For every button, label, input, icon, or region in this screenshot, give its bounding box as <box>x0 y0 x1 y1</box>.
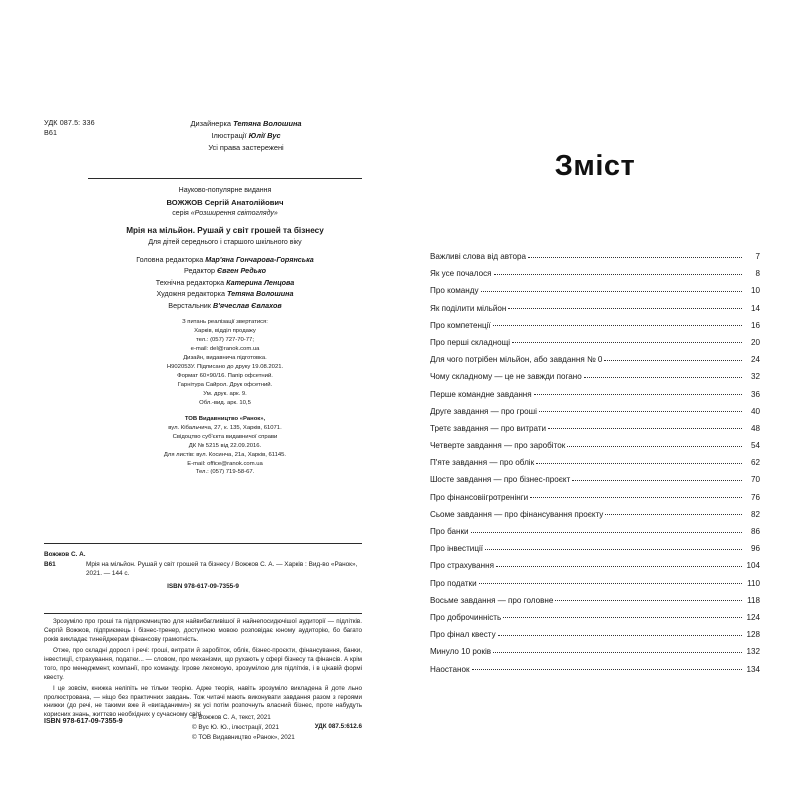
toc-label: Про страхування <box>430 561 494 571</box>
toc-entry[interactable] <box>430 562 760 570</box>
imprint-line: З питань реалізації звертатися: <box>182 318 268 325</box>
divider-top <box>88 178 362 179</box>
udk-line-1: УДК 087.5: 336 <box>44 118 95 127</box>
toc-page-number: 86 <box>750 527 760 536</box>
toc-entry[interactable] <box>430 648 760 656</box>
toc-page-number: 54 <box>750 441 760 451</box>
series-name: «Розширення світогляду» <box>190 209 278 217</box>
toc-entry[interactable] <box>430 631 760 639</box>
toc-leader <box>534 394 742 395</box>
toc-label: Шосте завдання — про бізнес-проєкт <box>430 475 571 485</box>
toc-label: Про компетенції <box>430 320 491 330</box>
imprint-line: Обл.-вид. арк. 10,5 <box>199 399 251 406</box>
staff-name: Євген Редько <box>216 266 266 276</box>
cip-isbn: ISBN 978-617-09-7355-9 <box>167 582 239 590</box>
staff-role: Редактор <box>184 266 217 276</box>
toc-label: Перше командне завдання <box>430 389 532 399</box>
publication-series <box>88 208 362 219</box>
credits-block <box>130 118 362 154</box>
cip-entry <box>44 560 362 579</box>
annotation-paragraph: Зрозуміло про гроші та підприємництво для найвибагливішої й найнепосидючішої аудиторії — підлітків. Сергій Вожжов, підприємець і бізнес-тренер, доступною мовою розповідає юному аудиторію, бо багато років викладає тинейджерам фінансову грамотність. <box>44 618 362 643</box>
illustrator-name: Юлії Вус <box>248 130 281 140</box>
toc-label: Як поділити мільйон <box>430 303 507 313</box>
toc-page-number: 16 <box>750 320 760 330</box>
toc-label: Як усе почалося <box>430 269 492 279</box>
publication-block <box>88 186 362 477</box>
toc-label: Про доброчинність <box>430 612 502 622</box>
toc-label: Для чого потрібен мільйон, або завдання № 0 <box>430 355 603 365</box>
toc-page-number: 48 <box>750 423 760 433</box>
imprint-line: Харків, відділ продажу <box>194 327 256 334</box>
copyright-line: © ТОВ Видавництво «Ранок», 2021 <box>192 733 295 741</box>
toc-entry[interactable] <box>430 253 760 261</box>
imprint-line: Гарнітура Cайрол. Друк офсетний. <box>177 381 273 388</box>
toc-page-number: 14 <box>750 303 760 313</box>
toc-page-number: 32 <box>750 372 760 382</box>
toc-page-number: 10 <box>750 286 760 296</box>
toc-label: Про інвестиції <box>430 544 484 554</box>
publisher-line: Для листів: вул. Косинча, 21а, Харків, 61145. <box>163 451 287 458</box>
toc-entry[interactable] <box>430 597 760 605</box>
bottom-isbn: ISBN 978-617-09-7355-9 <box>44 718 123 725</box>
toc-page-number: 132 <box>746 647 760 657</box>
colophon-page <box>44 118 362 741</box>
staff-role: Головна редакторка <box>136 255 206 265</box>
toc-leader <box>605 514 742 515</box>
series-prefix: серія <box>172 209 191 217</box>
staff-row <box>88 288 362 299</box>
udk-line-2: В61 <box>44 128 58 138</box>
toc-entry[interactable] <box>430 425 760 433</box>
imprint-block <box>88 318 362 408</box>
staff-role: Технічна редакторка <box>155 277 227 287</box>
toc-entry[interactable] <box>430 322 760 330</box>
page-title: Зміст <box>554 150 636 182</box>
toc-entry[interactable] <box>430 459 760 467</box>
toc-entry[interactable] <box>430 494 760 502</box>
imprint-line: Ум. друк. арк. 9. <box>203 390 247 397</box>
imprint-line: e-mail: del@ranok.com.ua <box>190 345 260 352</box>
publisher-line: Тел.: (057) 719-58-67. <box>195 469 255 476</box>
designer-credit <box>130 118 362 130</box>
toc-entry[interactable] <box>430 356 760 364</box>
toc-leader <box>508 308 742 309</box>
toc-page-number: 82 <box>750 509 760 519</box>
toc-page-number: 110 <box>747 578 760 588</box>
toc-label: Чому складному — це не завжди погано <box>430 372 582 382</box>
toc-label: Восьме завдання — про головне <box>430 595 554 605</box>
toc-page-number: 70 <box>750 475 760 485</box>
toc-entry[interactable] <box>430 287 760 295</box>
toc-entry[interactable] <box>430 391 760 399</box>
copyright-block <box>192 713 364 742</box>
staff-list <box>88 254 362 311</box>
toc-label: Сьоме завдання — про фінансування проєкту <box>430 509 604 519</box>
toc-leader <box>496 566 742 567</box>
designer-name: Тетяна Волошина <box>233 119 302 128</box>
toc-page-number: 104 <box>746 561 760 571</box>
toc-label: Друге завдання — про гроші <box>430 406 537 416</box>
toc-entry[interactable] <box>430 305 760 313</box>
illustrator-role: Ілюстрації <box>211 130 247 140</box>
divider-middle <box>44 543 362 544</box>
toc-leader <box>485 549 742 550</box>
toc-entry[interactable] <box>430 614 760 622</box>
imprint-line: тел.: (057) 727-70-77; <box>196 336 254 343</box>
toc-leader <box>572 480 742 481</box>
toc-label: Третє завдання — про витрати <box>430 423 547 433</box>
staff-name: Катерина Ленцова <box>226 277 295 287</box>
toc-leader <box>536 463 742 464</box>
toc-label: Четверте завдання — про заробіток <box>430 441 566 451</box>
toc-page-number: 134 <box>746 664 760 674</box>
cip-body: Мрія на мільйон. Рушай у світ грошей та бізнесу / Вожжов С. А. — Харків : Вид-во «Ранок», 2021. — 144 с. <box>86 560 358 578</box>
divider-lower <box>44 613 362 614</box>
toc-label: Про банки <box>430 527 469 536</box>
publisher-line: ДК № 5215 від 22.09.2016. <box>188 442 262 449</box>
staff-name: Мар'яна Гончарова-Горянська <box>205 255 314 265</box>
staff-row <box>88 277 362 288</box>
toc-leader <box>493 652 742 653</box>
imprint-line: Дизайн, видавнича підготовка. <box>183 354 267 361</box>
cip-key: В61 <box>44 560 56 568</box>
staff-row <box>88 254 362 265</box>
toc-leader <box>530 497 742 498</box>
staff-row <box>88 265 362 276</box>
toc-leader <box>555 600 742 601</box>
toc-leader <box>604 360 742 361</box>
publication-author: ВОЖЖОВ Сергій Анатолійович <box>166 197 284 207</box>
publisher-block <box>88 415 362 478</box>
toc-entry[interactable] <box>430 339 760 347</box>
imprint-line: Формат 60×90/16. Папір офсетний. <box>177 372 273 379</box>
toc-entry[interactable] <box>430 528 760 536</box>
toc-label: П'яте завдання — про облік <box>430 458 535 468</box>
toc-leader <box>584 377 742 378</box>
toc-page-number: 128 <box>746 630 760 640</box>
toc-label: Важливі слова від автора <box>430 252 527 261</box>
toc-entry[interactable] <box>430 511 760 519</box>
staff-role: Верстальник <box>168 300 213 310</box>
toc-leader <box>472 669 742 670</box>
toc-entry[interactable] <box>430 580 760 588</box>
rights-note: Усі права застережені <box>208 142 284 152</box>
toc-page-number: 40 <box>750 406 760 416</box>
publisher-line: вул. Кібальчича, 27, к. 135, Харків, 61071. <box>168 424 282 431</box>
toc-page-number: 7 <box>755 252 760 261</box>
annotation-paragraph: Отже, про складні доросл і речі: гроші, витрати й заробіток, облік, бізнес-проєкти, фінансування, банки, інвестиції, страхування, податки... — словом, про механізми, що рухають у сфері бізнесу та фінансів. А крім того, про менеджмент, компанії, про команду. Ігрове лехомоую, зрозумілою для підлітків, і в цікавій формі квесту. <box>44 646 362 681</box>
toc-label: Про фінансовіігротренінги <box>430 492 529 502</box>
toc-page-number: 118 <box>747 595 760 605</box>
cip-author: Вожжов С. А. <box>44 551 86 558</box>
publisher-line: ТОВ Видавництво «Ранок», <box>184 415 266 422</box>
staff-name: Тетяна Волошина <box>226 289 294 299</box>
toc-label: Минуло 10 років <box>430 647 492 657</box>
toc-leader <box>493 325 742 326</box>
publication-kind: Науково-популярне видання <box>178 187 272 194</box>
illustrator-credit <box>130 130 362 142</box>
toc-page-number: 24 <box>750 355 760 365</box>
toc-entry[interactable] <box>430 373 760 381</box>
staff-name: В'ячеслав Євлахов <box>212 300 282 310</box>
toc-page-number: 36 <box>750 389 760 399</box>
contents-page <box>430 150 760 683</box>
toc-entry[interactable] <box>430 666 760 674</box>
toc-list <box>430 253 760 674</box>
toc-page-number: 96 <box>750 544 760 554</box>
toc-page-number: 76 <box>750 492 760 502</box>
publisher-line: Свідоцтво суб'єкта видавничої справи <box>172 433 278 440</box>
toc-label: Про податки <box>430 578 477 588</box>
toc-entry[interactable] <box>430 545 760 553</box>
publisher-line: E-mail: office@ranok.com.ua <box>187 460 263 467</box>
toc-label: Про фінал квесту <box>430 630 496 640</box>
copyright-line: © Вус Ю. Ю., ілюстрації, 2021 <box>192 723 280 731</box>
copyright-line: © Вожжов С. А, текст, 2021 <box>192 714 271 721</box>
toc-leader <box>494 274 742 275</box>
toc-leader <box>512 342 742 343</box>
toc-label: Наостанок <box>430 664 470 674</box>
toc-leader <box>503 617 742 618</box>
cip-block <box>44 550 362 591</box>
annotation-udk: УДК 087.5:612.6 <box>314 723 362 731</box>
toc-leader <box>548 428 742 429</box>
toc-leader <box>567 446 742 447</box>
toc-leader <box>539 411 742 412</box>
staff-row <box>88 300 362 311</box>
toc-entry[interactable] <box>430 476 760 484</box>
toc-page-number: 8 <box>755 269 760 279</box>
toc-page-number: 124 <box>746 612 760 622</box>
toc-leader <box>481 291 742 292</box>
toc-leader <box>479 583 742 584</box>
imprint-line: Н902053У. Підписано до друку 19.08.2021. <box>166 363 284 370</box>
toc-leader <box>471 532 742 533</box>
toc-entry[interactable] <box>430 442 760 450</box>
toc-leader <box>498 635 742 636</box>
toc-leader <box>528 257 742 258</box>
toc-page-number: 20 <box>750 337 760 347</box>
designer-role: Дизайнерка <box>190 119 232 128</box>
toc-entry[interactable] <box>430 270 760 278</box>
toc-label: Про команду <box>430 286 479 296</box>
toc-page-number: 62 <box>750 458 760 468</box>
publication-age: Для дітей середнього і старшого шкільного віку <box>148 239 302 247</box>
staff-role: Художня редакторка <box>156 289 227 299</box>
publication-title: Мрія на мільйон. Рушай у світ грошей та бізнесу <box>126 226 324 236</box>
toc-entry[interactable] <box>430 408 760 416</box>
annotation-paragraph: І це зовсім, книжка неліпіть не тільки теорію. Адже теорія, навіть зрозуміло викладена й доте льно пролюстрована, — ніщо без практичних завдань. Тож читачі мають виконувати завдання разом з героями книжки (до речі, не такими вже й «вигаданими») як усі потім розпочнуть власний бізнес, проте набудуть корисних знань, життєво необхідних у сучасному світі. <box>44 684 362 719</box>
toc-label: Про перші складнощі <box>430 337 511 347</box>
